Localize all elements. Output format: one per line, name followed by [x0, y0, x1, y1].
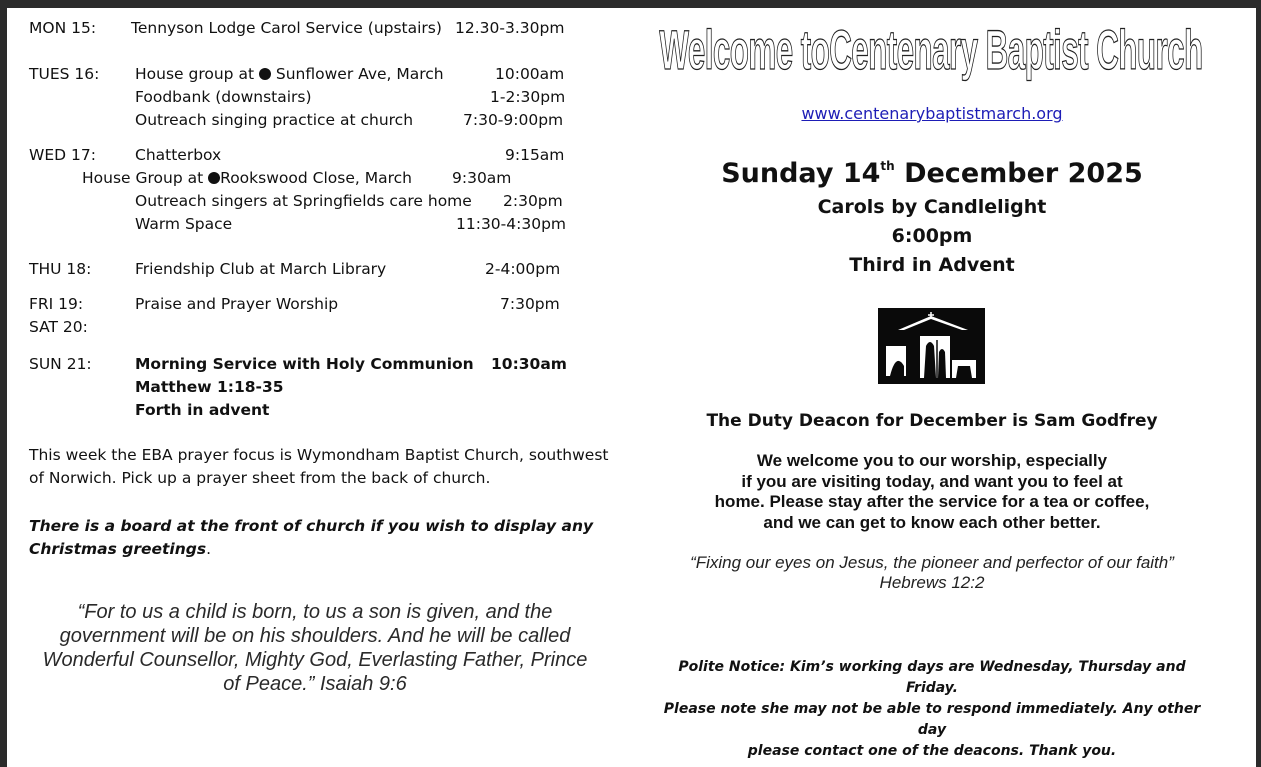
event-tues-foodbank: Foodbank (downstairs)	[135, 88, 312, 106]
day-fri: FRI 19:	[29, 295, 84, 313]
time-tues-1: 10:00am	[495, 65, 565, 83]
website-link[interactable]: www.centenarybaptistmarch.org	[801, 104, 1063, 123]
time-wed-1: 9:15am	[505, 146, 565, 164]
day-mon: MON 15:	[29, 19, 97, 37]
event-mon: Tennyson Lodge Carol Service (upstairs)	[131, 19, 442, 37]
event-tues-outreach: Outreach singing practice at church	[135, 111, 414, 129]
time-tues-2: 1-2:30pm	[490, 88, 566, 106]
redacted-mark-icon	[259, 68, 271, 80]
event-wed-outreach: Outreach singers at Springfields care home	[135, 192, 472, 210]
duty-deacon: The Duty Deacon for December is Sam Godfrey	[706, 411, 1158, 431]
time-mon: 12.30-3.30pm	[455, 19, 565, 37]
event-wed-housegroup: House Group at Rookswood Close, March	[82, 169, 412, 187]
day-sun: SUN 21:	[29, 355, 92, 373]
time-wed-3: 2:30pm	[503, 192, 563, 210]
board-notice: There is a board at the front of church if you wish to display any Christmas greetings.	[29, 517, 594, 558]
nativity-silhouette-icon	[878, 308, 985, 384]
bulletin-page	[7, 8, 1256, 767]
isaiah-quote: “For to us a child is born, to us a son is given, and the government will be on his shoulders. And he will be called Wonderful Counsellor, Mighty God, Everlasting Father, Prince of Peace.” Isaiah 9:6	[42, 601, 588, 695]
time-tues-3: 7:30-9:00pm	[463, 111, 564, 129]
time-sun: 10:30am	[491, 355, 567, 373]
service-season: Third in Advent	[849, 254, 1015, 276]
day-wed: WED 17:	[29, 146, 96, 164]
event-wed-chatterbox: Chatterbox	[135, 146, 222, 164]
time-wed-4: 11:30-4:30pm	[456, 215, 567, 233]
prayer-focus: This week the EBA prayer focus is Wymondham Baptist Church, southwest of Norwich. Pick up a prayer sheet from the back of church.	[29, 446, 609, 487]
church-title: Welcome toCentenary Baptist Church	[659, 18, 1203, 81]
service-date: Sunday 14th December 2025	[721, 158, 1143, 189]
welcome-message: We welcome you to our worship, especially if you are visiting today, and want you to feel at home. Please stay after the service for a tea or coffee, and we can get to know each other better.	[714, 451, 1150, 532]
time-fri: 7:30pm	[500, 295, 560, 313]
reading-sun: Matthew 1:18-35	[135, 378, 284, 396]
event-sun: Morning Service with Holy Communion	[135, 355, 474, 373]
note-sun: Forth in advent	[135, 401, 270, 419]
event-tues-housegroup: House group at Sunflower Ave, March	[135, 65, 444, 83]
day-tues: TUES 16:	[29, 65, 100, 83]
service-time: 6:00pm	[891, 225, 973, 247]
day-thu: THU 18:	[29, 260, 92, 278]
service-name: Carols by Candlelight	[817, 196, 1047, 218]
time-wed-2: 9:30am	[452, 169, 512, 187]
event-wed-warmspace: Warm Space	[135, 215, 233, 233]
event-thu: Friendship Club at March Library	[135, 260, 387, 278]
hebrews-quote: “Fixing our eyes on Jesus, the pioneer and perfector of our faith” Hebrews 12:2	[690, 553, 1174, 592]
day-sat: SAT 20:	[29, 318, 88, 336]
event-fri: Praise and Prayer Worship	[135, 295, 339, 313]
polite-notice: Polite Notice: Kim’s working days are Wednesday, Thursday and Friday. Please note she may not be able to respond immediately. Any other day please contact one of the deacons. Thank you.	[663, 659, 1201, 759]
redacted-mark-icon	[208, 172, 220, 184]
time-thu: 2-4:00pm	[485, 260, 561, 278]
